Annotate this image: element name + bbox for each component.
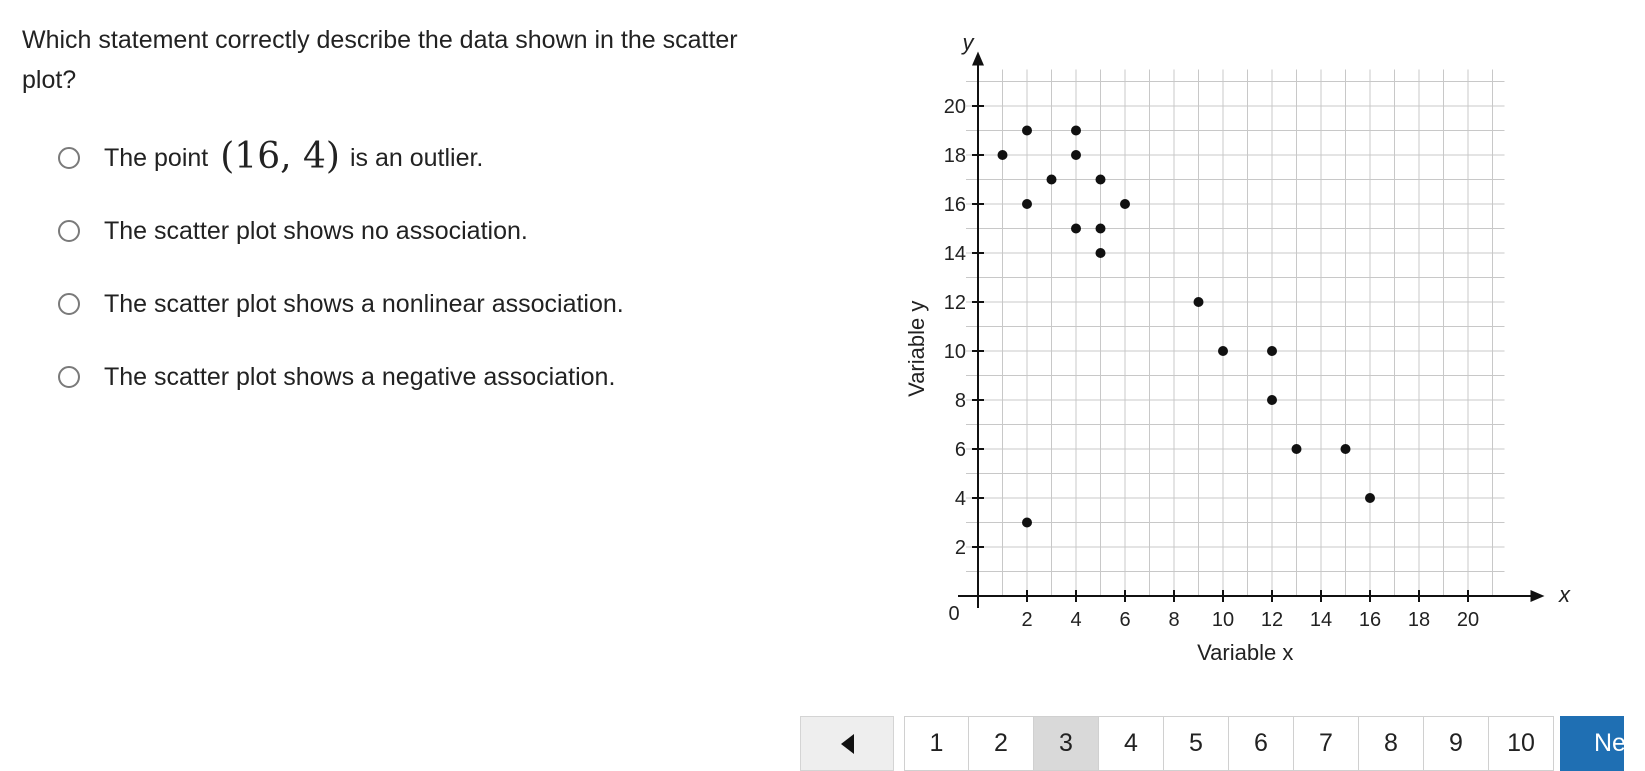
y-tick-label: 8 [954,390,966,412]
x-tick-label: 2 [1021,609,1033,631]
data-point [1022,199,1032,209]
x-tick-label: 16 [1358,609,1382,631]
data-point [1292,444,1302,454]
question-pagination [800,716,1554,771]
page-button-8[interactable]: 8 [1359,716,1424,771]
data-point [1047,175,1057,185]
arrow-left-icon [841,734,854,754]
option-math: (16, 4) [220,135,340,177]
data-point [1341,444,1351,454]
y-tick-label: 14 [943,243,966,265]
data-point [1218,346,1228,356]
y-axis-arrow [972,52,984,66]
option-label: The scatter plot shows a nonlinear association. [104,289,624,318]
x-tick-label: 12 [1260,609,1284,631]
y-tick-label: 20 [943,96,966,118]
data-point [1267,395,1277,405]
data-point [1022,518,1032,528]
data-point [1365,493,1375,503]
x-tick-label: 14 [1309,609,1333,631]
question-text: Which statement correctly describe the data shown in the scatter plot? [22,26,738,94]
x-tick-label: 20 [1456,609,1480,631]
page-button-4[interactable]: 4 [1099,716,1164,771]
option-label: The scatter plot shows no association. [104,216,528,245]
data-point [1022,126,1032,136]
option-label: The scatter plot shows a negative association. [104,362,616,391]
x-tick-label: 6 [1119,609,1131,631]
prev-button[interactable] [800,716,894,771]
data-point [1267,346,1277,356]
page-list [904,716,1554,771]
option-prefix: The point [104,143,209,172]
y-tick-label: 10 [943,341,966,363]
data-point [1071,150,1081,160]
page-button-7[interactable]: 7 [1294,716,1359,771]
y-tick-label: 12 [943,292,966,314]
option-suffix: is an outlier. [349,143,484,172]
data-point [1194,297,1204,307]
x-tick-label: 10 [1211,609,1235,631]
page-button-10[interactable]: 10 [1489,716,1554,771]
y-axis-letter: y [962,30,974,55]
y-tick-label: 4 [954,488,966,510]
page-button-9[interactable]: 9 [1424,716,1489,771]
x-tick-label: 4 [1070,609,1082,631]
data-point [1071,224,1081,234]
data-point [998,150,1008,160]
x-axis-letter: x [1559,582,1570,607]
x-axis-label: Variable x [1197,640,1294,665]
x-axis-arrow [1531,590,1545,602]
data-point [1120,199,1130,209]
y-tick-label: 2 [954,537,966,559]
y-tick-label: 16 [943,194,966,216]
x-tick-label: 8 [1168,609,1180,631]
y-tick-label: 6 [954,439,966,461]
page-button-1[interactable]: 1 [904,716,969,771]
y-axis-label: Variable y [904,300,929,397]
data-point [1096,248,1106,258]
page-button-6[interactable]: 6 [1229,716,1294,771]
data-point [1071,126,1081,136]
data-point [1096,224,1106,234]
y-tick-label: 18 [943,145,966,167]
x-tick-label: 18 [1407,609,1431,631]
page-button-3[interactable]: 3 [1034,716,1099,771]
page-button-5[interactable]: 5 [1164,716,1229,771]
page-button-2[interactable]: 2 [969,716,1034,771]
data-point [1096,175,1106,185]
next-button[interactable]: Next [1560,716,1624,771]
origin-label: 0 [948,603,960,625]
